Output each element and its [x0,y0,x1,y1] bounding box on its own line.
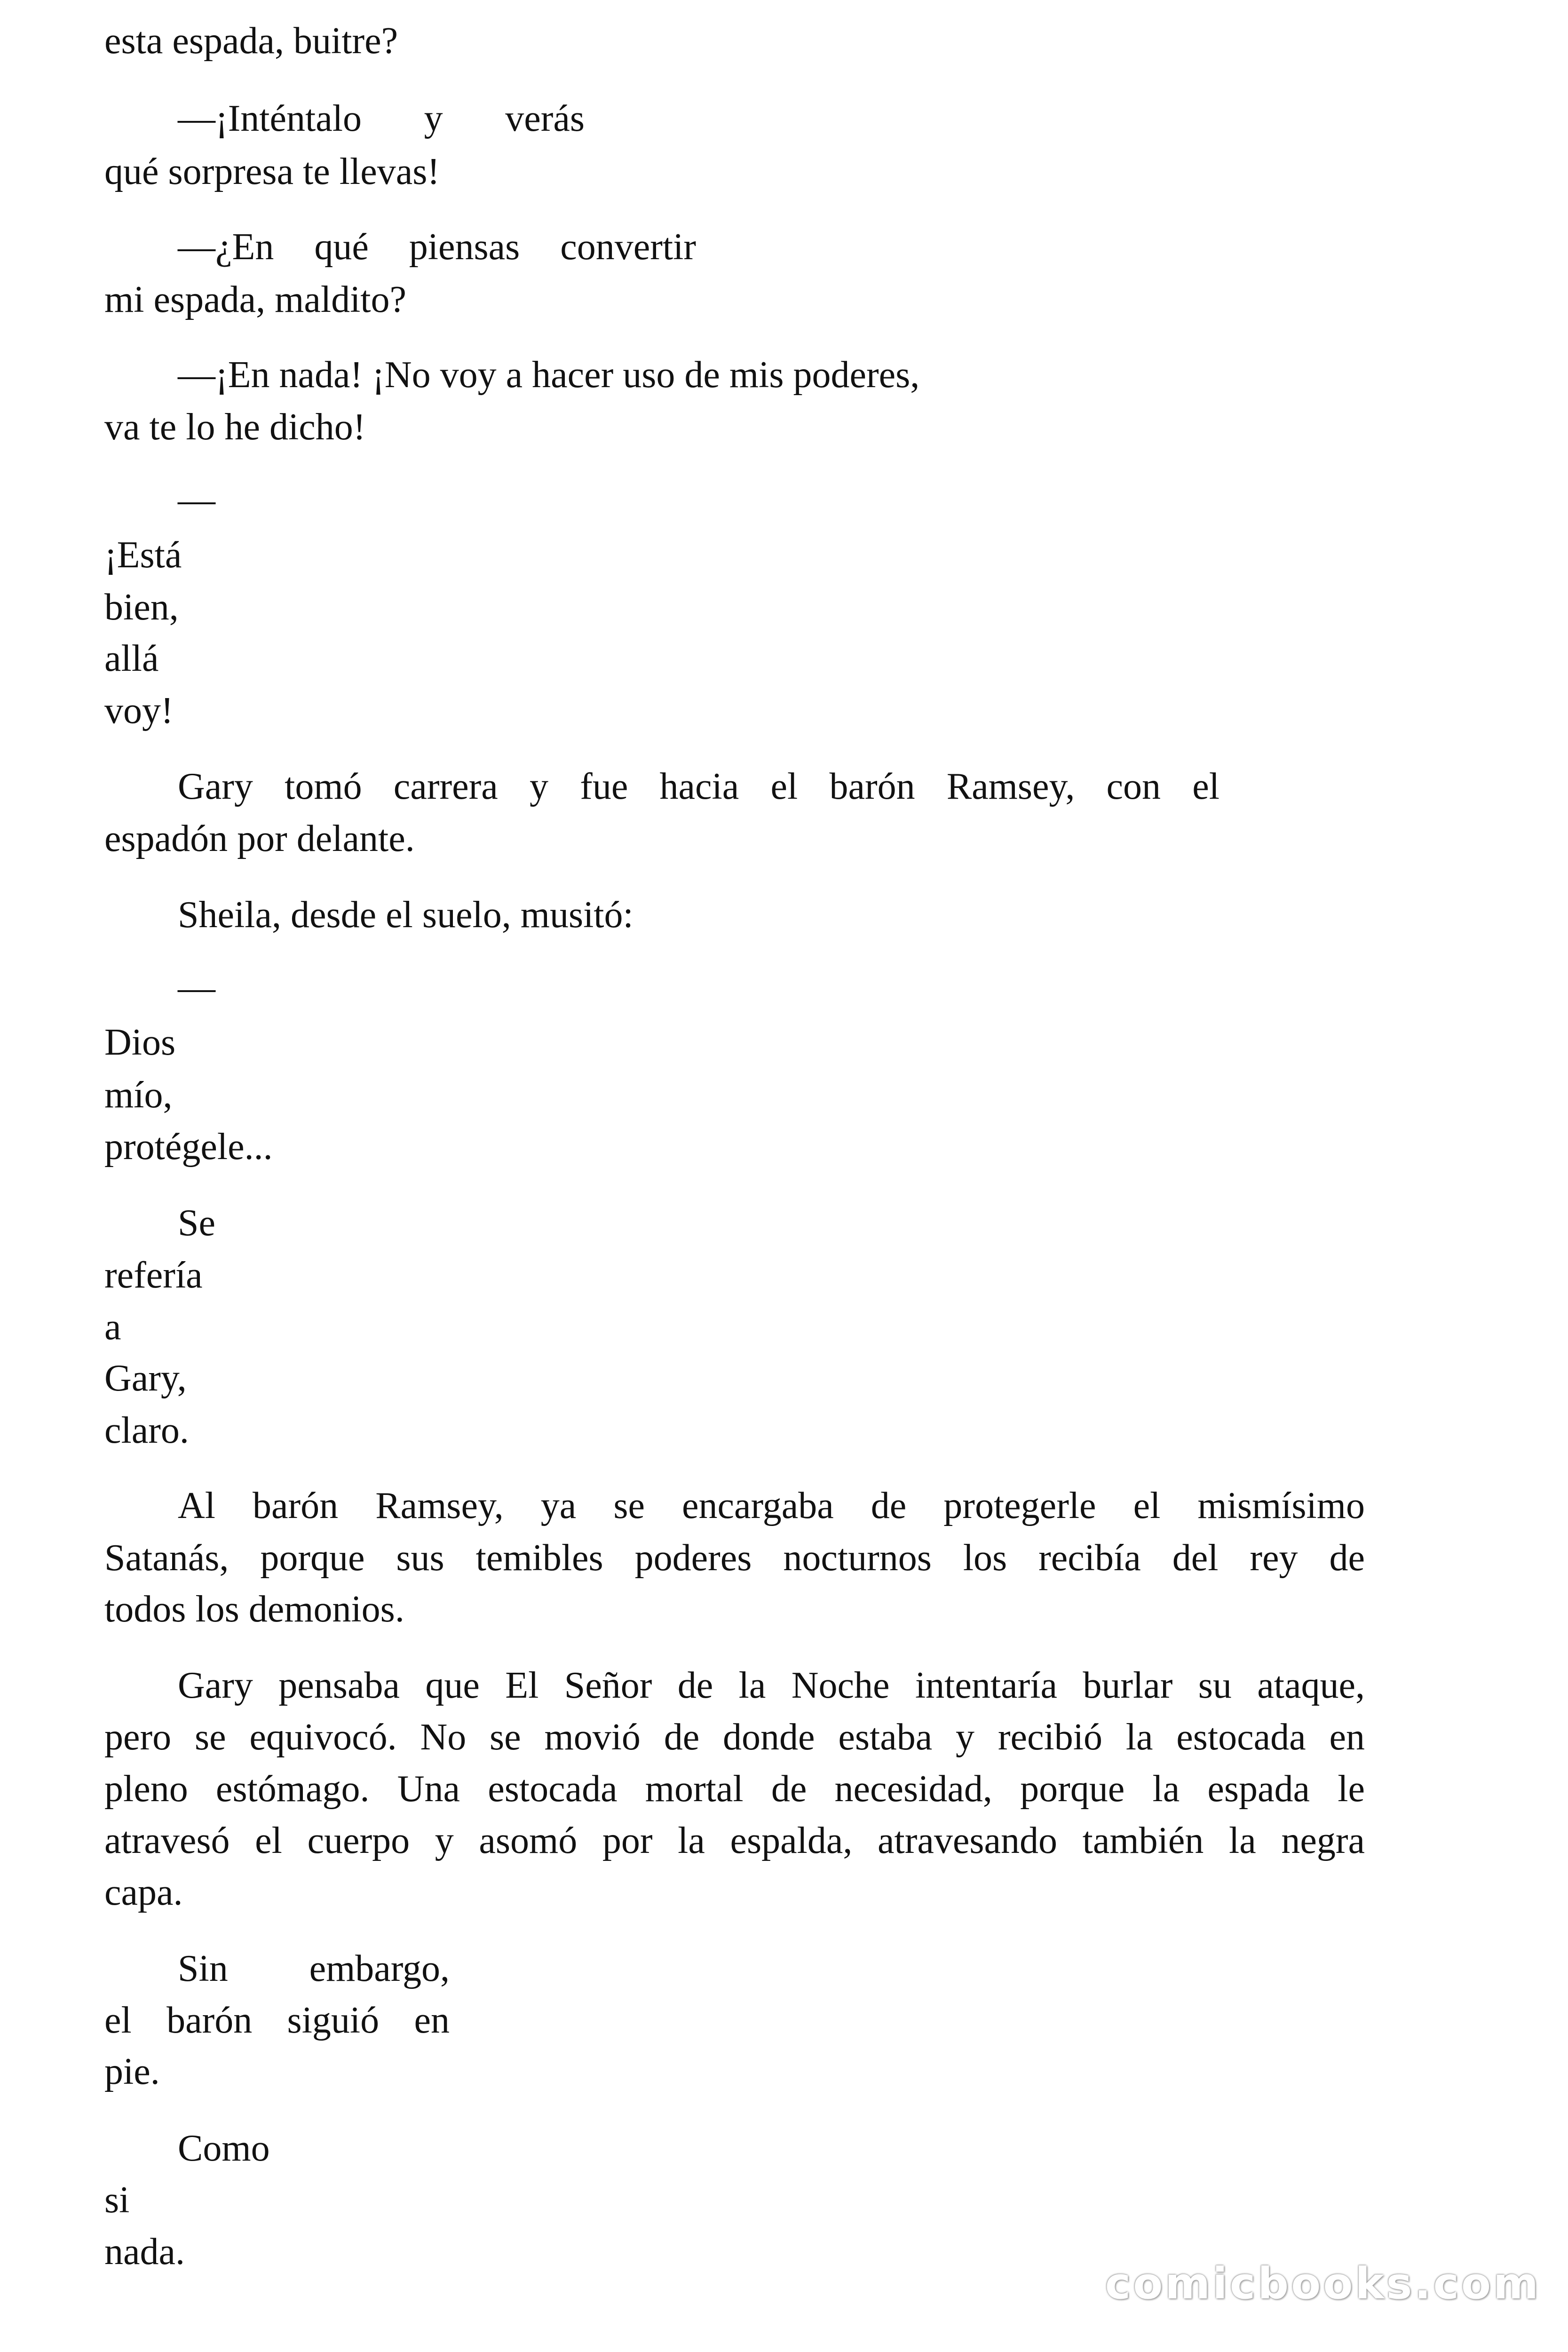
text-line: — [178,967,215,1009]
text-line: qué sorpresa te llevas! [104,151,440,192]
text-line: — [178,479,215,521]
text-line: —¿En qué piensas convertir [178,226,696,268]
text-line: Dios [104,1022,176,1063]
text-line: a [104,1306,121,1348]
text-line: si [104,2179,130,2221]
text-line: Sin embargo, [178,1948,450,1989]
text-line: voy! [104,690,174,731]
text-line: Gary, [104,1358,187,1399]
text-line: protégele... [104,1126,273,1168]
text-line: ¡Está [104,534,182,576]
text-line: nada. [104,2231,185,2273]
text-line: Al barón Ramsey, ya se encargaba de protegerle el mismísimo [178,1485,1365,1526]
text-line: Satanás, porque sus temibles poderes nocturnos los recibía del rey de [104,1537,1365,1579]
text-line: Gary tomó carrera y fue hacia el barón Ramsey, con el [178,766,1220,807]
text-line: pie. [104,2051,160,2092]
text-line: Se [178,1202,215,1244]
text-line: espadón por delante. [104,818,415,859]
text-line: pero se equivocó. No se movió de donde estaba y recibió la estocada en [104,1716,1365,1758]
text-line: Sheila, desde el suelo, musitó: [178,894,634,936]
text-line: mi espada, maldito? [104,279,407,320]
text-line: el barón siguió en [104,2000,450,2041]
text-line: Como [178,2128,270,2169]
text-line: capa. [104,1872,183,1913]
watermark: comicbooks.com [1105,2258,1541,2309]
text-line: Gary pensaba que El Señor de la Noche intentaría burlar su ataque, [178,1665,1365,1706]
text-line: atravesó el cuerpo y asomó por la espalda, atravesando también la negra [104,1820,1365,1861]
text-line: claro. [104,1410,189,1451]
text-line: refería [104,1255,203,1296]
text-line: pleno estómago. Una estocada mortal de necesidad, porque la espada le [104,1768,1365,1810]
text-line: —¡En nada! ¡No voy a hacer uso de mis poderes, [178,354,920,396]
text-line: allá [104,638,159,679]
text-line: todos los demonios. [104,1589,404,1630]
text-line: mío, [104,1074,173,1116]
text-line: bien, [104,587,179,628]
text-line: va te lo he dicho! [104,406,366,448]
text-line: —¡Inténtalo y verás [178,98,585,139]
text-line: esta espada, buitre? [104,20,398,62]
